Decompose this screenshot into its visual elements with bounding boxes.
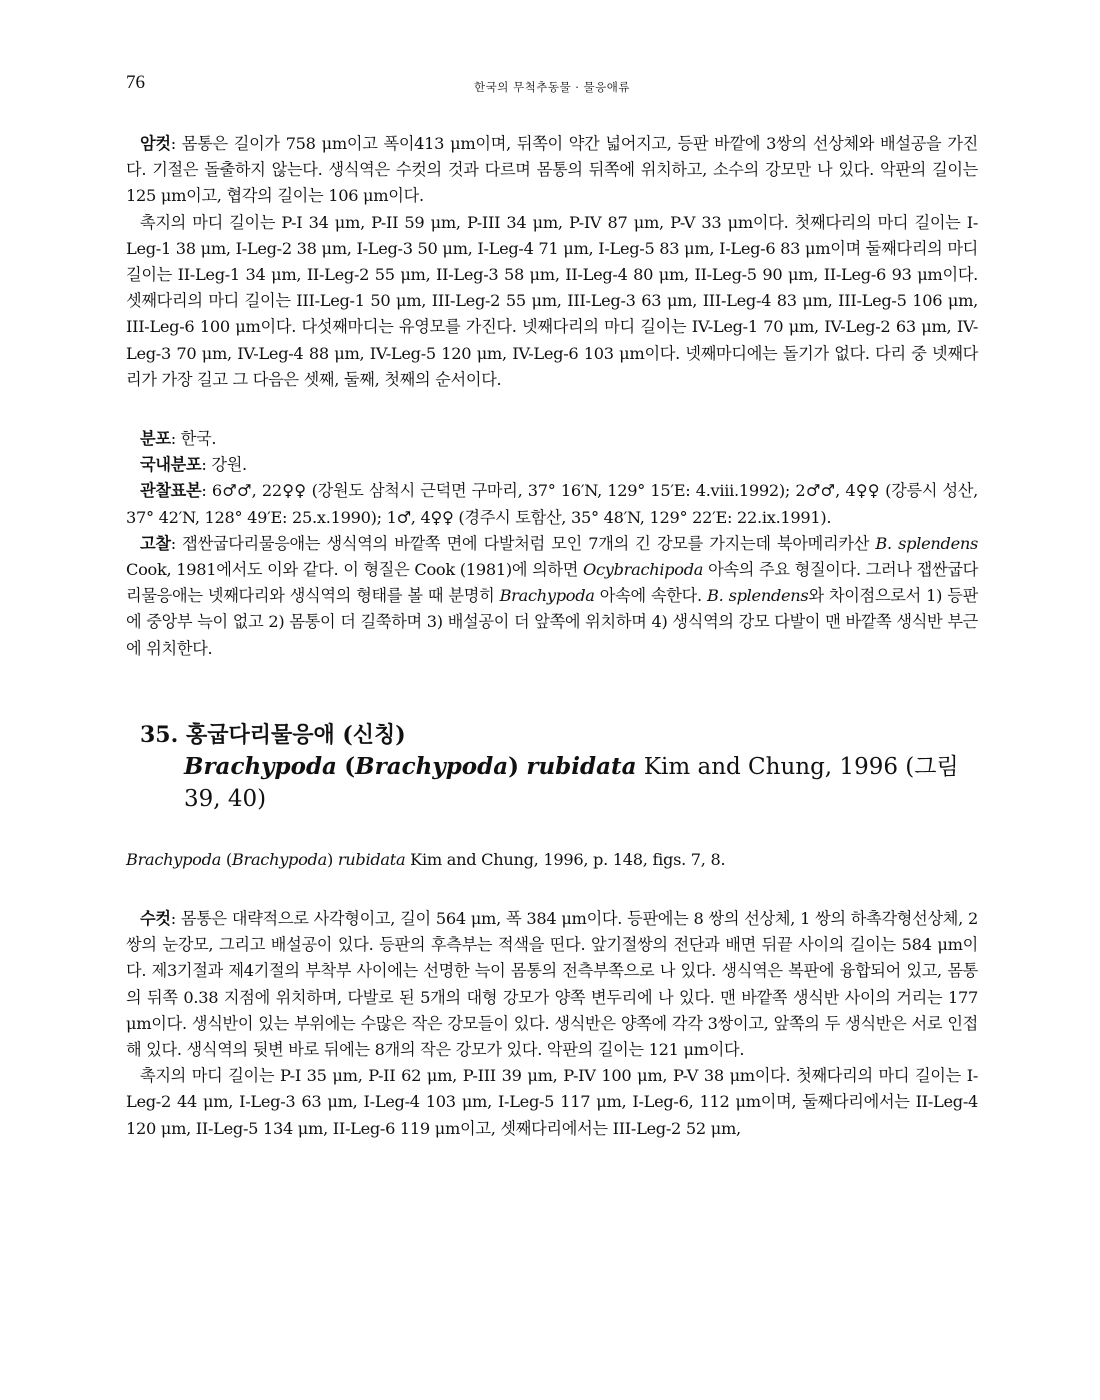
- synonymy-reference: Brachypoda (Brachypoda) rubidata Kim and Chung, 1996, p. 148, figs. 7, 8.: [126, 849, 726, 869]
- distribution-text: : 한국.: [170, 429, 217, 449]
- remarks-label: 고찰: [140, 533, 171, 553]
- sci-epithet: rubidata: [526, 752, 637, 780]
- remarks-text-2: Cook, 1981에서도 이와 같다. 이 형질은 Cook (1981)에 의하면: [126, 560, 584, 580]
- distribution-paragraph: [126, 426, 978, 452]
- distribution-label: 분포: [140, 429, 171, 449]
- examined-material-paragraph: [126, 478, 978, 530]
- remarks-taxon-2: Ocybrachipoda: [583, 560, 704, 580]
- domestic-label: 국내분포: [140, 455, 202, 475]
- figure-ref: (그림 39, 40): [184, 753, 959, 812]
- domestic-text: : 강원.: [201, 455, 247, 475]
- male-label: 수컷: [140, 909, 171, 929]
- remarks-paragraph: [126, 531, 978, 662]
- male-text: : 몸통은 대략적으로 사각형이고, 길이 564 μm, 폭 384 μm이다. 등판에는 8 쌍의 선상체, 1 쌍의 하촉각형선상체, 2 쌍의 눈강모, 그리고 배설공이 있다. 등판의 후측부는 적색을 띤다. 앞기절쌍의 전단과 배면 뒤끝 사이의 길이는 584 μm이다. 제3기절과 제4기절의 부착부 사이에는 선명한 늑이 몸통의 전측부쪽으로 나 있다. 생식역은 복판에 융합되어 있고, 몸통의 뒤쪽 0.38 지점에 위치하며, 다발로 된 5개의 대형 강모가 양쪽 변두리에 나 있다. 맨 바깥쪽 생식반 사이의 거리는 177 μm이다. 생식반이 있는 부위에는 수많은 작은 강모들이 있다. 생식반은 양쪽에 각각 3쌍이고, 앞쪽의 두 생식반은 서로 인접해 있다. 생식역의 뒷변 바로 뒤에는 8개의 작은 강모가 있다. 악판의 길이는 121 μm이다.: [126, 909, 978, 1060]
- species-heading: [140, 719, 978, 751]
- sci-subgenus: (Brachypoda): [344, 752, 520, 780]
- remarks-taxon-1: B. splendens: [875, 533, 978, 553]
- ref-subgenus: Brachypoda: [231, 849, 327, 869]
- running-title: 한국의 무척추동물 · 물응애류: [474, 80, 630, 94]
- remarks-text-1: : 잽싼굽다리물응애는 생식역의 바깥쪽 면에 다발처럼 모인 7개의 긴 강모를 가지는데 북아메리카산: [170, 533, 876, 553]
- page-number: 76: [126, 72, 145, 93]
- sci-authority: Kim and Chung, 1996: [643, 753, 898, 780]
- species-korean-name: 홍굽다리물응애 (신칭): [185, 721, 406, 748]
- sci-genus: Brachypoda: [184, 752, 337, 780]
- male-legs-paragraph: 촉지의 마디 길이는 P-I 35 μm, P-II 62 μm, P-III 39 μm, P-IV 100 μm, P-V 38 μm이다. 첫째다리의 마디 길이는 I-Leg-2 44 μm, I-Leg-3 63 μm, I-Leg-4 103 μm, I-Leg-5 117 μm, I-Leg-6, 112 μm이며, 둘째다리에서는 II-Leg-4 120 μm, II-Leg-5 134 μm, II-Leg-6 119 μm이고, 셋째다리에서는 III-Leg-2 52 μm,: [126, 1066, 978, 1138]
- male-description: [126, 906, 978, 1063]
- remarks-taxon-4: B. splendens: [707, 586, 809, 606]
- examined-label: 관찰표본: [140, 481, 202, 501]
- species-scientific-name: [184, 751, 978, 815]
- female-legs-paragraph: 촉지의 마디 길이는 P-I 34 μm, P-II 59 μm, P-III 34 μm, P-IV 87 μm, P-V 33 μm이다. 첫째다리의 마디 길이는 I-Leg-1 38 μm, I-Leg-2 38 μm, I-Leg-3 50 μm, I-Leg-4 71 μm, I-Leg-5 83 μm, I-Leg-6 83 μm이며 둘째다리의 마디 길이는 II-Leg-1 34 μm, II-Leg-2 55 μm, II-Leg-3 58 μm, II-Leg-4 80 μm, II-Leg-5 90 μm, II-Leg-6 93 μm이다. 셋째다리의 마디 길이는 III-Leg-1 50 μm, III-Leg-2 55 μm, III-Leg-3 63 μm, III-Leg-4 83 μm, III-Leg-5 106 μm, III-Leg-6 100 μm이다. 다섯째마디는 유영모를 가진다. 넷째다리의 마디 길이는 IV-Leg-1 70 μm, IV-Leg-2 63 μm, IV-Leg-3 70 μm, IV-Leg-4 88 μm, IV-Leg-5 120 μm, IV-Leg-6 103 μm이다. 넷째마디에는 돌기가 없다. 다리 중 넷째다리가 가장 길고 그 다음은 셋째, 둘째, 첫째의 순서이다.: [126, 212, 979, 389]
- page-header: [126, 72, 978, 102]
- domestic-distribution-paragraph: [126, 452, 978, 478]
- female-text: : 몸통은 길이가 758 μm이고 폭이413 μm이며, 뒤쪽이 약간 넓어지고, 등판 바깥에 3쌍의 선상체와 배설공을 가진다. 기절은 돌출하지 않는다. 생식역은 수컷의 것과 다르며 몸통의 뒤쪽에 위치하고, 소수의 강모만 나 있다. 악판의 길이는 125 μm이고, 협각의 길이는 106 μm이다.: [126, 134, 978, 206]
- species-number: 35.: [140, 721, 179, 748]
- female-description: [126, 131, 978, 210]
- female-label: 암컷: [140, 134, 171, 153]
- remarks-text-5: 와 차이점으로서 1) 등판에 중앙부 늑이 없고 2) 몸통이 더 길쭉하며 3) 배설공이 더 앞쪽에 위치하며 4) 생식역의 강모 다발이 맨 바깥쪽 생식반 부근에 위치한다.: [126, 586, 978, 658]
- remarks-text-4: 아속에 속한다.: [594, 586, 707, 606]
- ref-citation: Kim and Chung, 1996, p. 148, figs. 7, 8.: [405, 849, 726, 869]
- body-text: [126, 131, 978, 1142]
- ref-genus: Brachypoda: [126, 849, 222, 869]
- ref-epithet: rubidata: [337, 849, 406, 869]
- examined-text: : 6♂♂, 22♀♀ (강원도 삼척시 근덕면 구마리, 37° 16′N, 129° 15′E: 4.viii.1992); 2♂♂, 4♀♀ (강릉시 성산, 37° 42′N, 128° 49′E: 25.x.1990); 1♂, 4♀♀ (경주시 토함산, 35° 48′N, 129° 22′E: 22.ix.1991).: [126, 481, 978, 527]
- remarks-taxon-3: Brachypoda: [499, 586, 595, 606]
- remarks-text-3: 아속의 주요 형질이다. 그러나 잽싼굽다리물응애는 넷째다리와 생식역의 형태를 볼 때 분명히: [126, 560, 978, 606]
